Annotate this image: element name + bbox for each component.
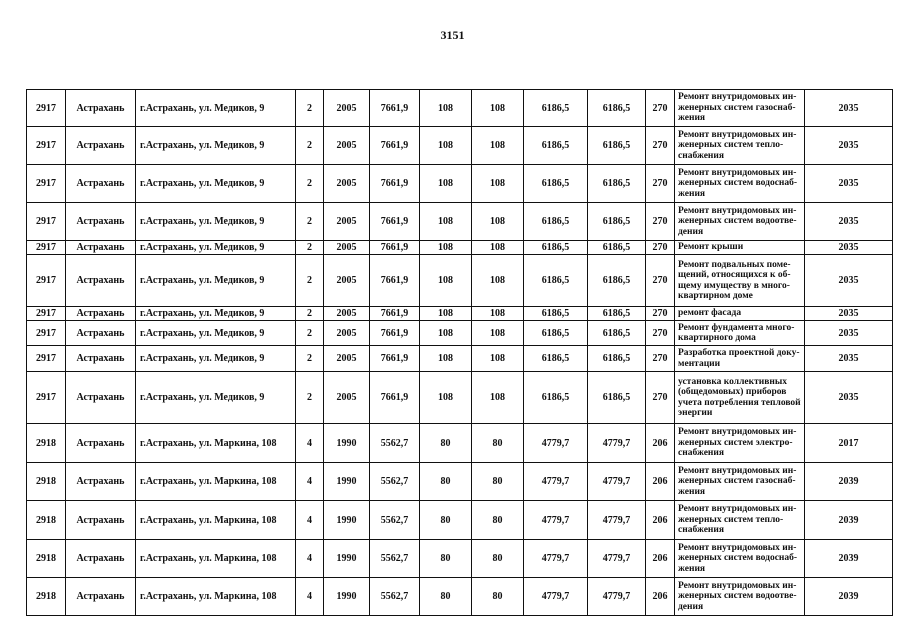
- address-cell: г.Астрахань, ул. Медиков, 9: [136, 321, 296, 346]
- year-built-cell: 2005: [324, 346, 370, 372]
- residents-cell: 270: [646, 307, 675, 321]
- residents-cell: 270: [646, 255, 675, 307]
- area-cell: 6186,5: [588, 346, 646, 372]
- work-type-cell: Ремонт внутридомовых ин-женерных систем водоотве-дения: [675, 203, 805, 241]
- table-row: [27, 372, 893, 424]
- table-row: [27, 540, 893, 578]
- value-cell: 108: [472, 321, 524, 346]
- total-area-cell: 5562,7: [370, 424, 420, 463]
- area-cell: 6186,5: [588, 307, 646, 321]
- value-cell: 108: [420, 255, 472, 307]
- work-type-cell: Ремонт внутридомовых ин-женерных систем тепло-снабжения: [675, 127, 805, 165]
- table-row: [27, 241, 893, 255]
- value-cell: 108: [420, 346, 472, 372]
- area-cell: 4779,7: [588, 424, 646, 463]
- row-id-cell: 2917: [27, 127, 66, 165]
- table-row: [27, 501, 893, 540]
- planned-year-cell: 2017: [805, 424, 893, 463]
- planned-year-cell: 2035: [805, 321, 893, 346]
- work-type-cell: установка коллективных (общедомовых) приборов учета потребления тепловой энергии: [675, 372, 805, 424]
- total-area-cell: 7661,9: [370, 241, 420, 255]
- city-cell: Астрахань: [66, 578, 136, 616]
- planned-year-cell: 2039: [805, 540, 893, 578]
- table-row: [27, 127, 893, 165]
- residents-cell: 270: [646, 90, 675, 127]
- address-cell: г.Астрахань, ул. Медиков, 9: [136, 165, 296, 203]
- row-id-cell: 2917: [27, 241, 66, 255]
- floors-cell: 2: [296, 203, 324, 241]
- floors-cell: 4: [296, 578, 324, 616]
- area-cell: 6186,5: [524, 321, 588, 346]
- city-cell: Астрахань: [66, 346, 136, 372]
- total-area-cell: 5562,7: [370, 463, 420, 501]
- floors-cell: 4: [296, 424, 324, 463]
- table-row: [27, 463, 893, 501]
- row-id-cell: 2917: [27, 372, 66, 424]
- residents-cell: 270: [646, 321, 675, 346]
- value-cell: 108: [472, 241, 524, 255]
- residents-cell: 206: [646, 424, 675, 463]
- planned-year-cell: 2035: [805, 372, 893, 424]
- row-id-cell: 2917: [27, 203, 66, 241]
- floors-cell: 2: [296, 90, 324, 127]
- table-row: [27, 307, 893, 321]
- table-row: [27, 346, 893, 372]
- year-built-cell: 1990: [324, 463, 370, 501]
- repair-program-table: [26, 89, 893, 616]
- floors-cell: 4: [296, 501, 324, 540]
- row-id-cell: 2917: [27, 255, 66, 307]
- city-cell: Астрахань: [66, 90, 136, 127]
- area-cell: 4779,7: [524, 578, 588, 616]
- planned-year-cell: 2035: [805, 165, 893, 203]
- total-area-cell: 7661,9: [370, 372, 420, 424]
- total-area-cell: 7661,9: [370, 307, 420, 321]
- value-cell: 108: [472, 255, 524, 307]
- row-id-cell: 2918: [27, 540, 66, 578]
- work-type-cell: ремонт фасада: [675, 307, 805, 321]
- total-area-cell: 5562,7: [370, 578, 420, 616]
- area-cell: 6186,5: [524, 165, 588, 203]
- value-cell: 108: [420, 241, 472, 255]
- area-cell: 6186,5: [588, 165, 646, 203]
- area-cell: 6186,5: [588, 203, 646, 241]
- address-cell: г.Астрахань, ул. Маркина, 108: [136, 578, 296, 616]
- year-built-cell: 2005: [324, 127, 370, 165]
- year-built-cell: 2005: [324, 90, 370, 127]
- residents-cell: 270: [646, 241, 675, 255]
- city-cell: Астрахань: [66, 241, 136, 255]
- value-cell: 108: [472, 307, 524, 321]
- floors-cell: 4: [296, 463, 324, 501]
- value-cell: 108: [420, 372, 472, 424]
- work-type-cell: Разработка проектной доку-ментации: [675, 346, 805, 372]
- residents-cell: 206: [646, 540, 675, 578]
- value-cell: 108: [420, 203, 472, 241]
- work-type-cell: Ремонт внутридомовых ин-женерных систем тепло-снабжения: [675, 501, 805, 540]
- area-cell: 4779,7: [524, 424, 588, 463]
- planned-year-cell: 2039: [805, 463, 893, 501]
- address-cell: г.Астрахань, ул. Медиков, 9: [136, 372, 296, 424]
- value-cell: 108: [420, 127, 472, 165]
- floors-cell: 2: [296, 346, 324, 372]
- area-cell: 6186,5: [524, 307, 588, 321]
- floors-cell: 2: [296, 372, 324, 424]
- year-built-cell: 2005: [324, 165, 370, 203]
- row-id-cell: 2918: [27, 463, 66, 501]
- floors-cell: 2: [296, 127, 324, 165]
- row-id-cell: 2918: [27, 578, 66, 616]
- work-type-cell: Ремонт крыши: [675, 241, 805, 255]
- planned-year-cell: 2035: [805, 127, 893, 165]
- area-cell: 4779,7: [524, 463, 588, 501]
- city-cell: Астрахань: [66, 255, 136, 307]
- year-built-cell: 1990: [324, 424, 370, 463]
- row-id-cell: 2917: [27, 346, 66, 372]
- table-row: [27, 255, 893, 307]
- total-area-cell: 7661,9: [370, 346, 420, 372]
- area-cell: 6186,5: [524, 346, 588, 372]
- value-cell: 80: [472, 424, 524, 463]
- area-cell: 6186,5: [588, 90, 646, 127]
- city-cell: Астрахань: [66, 307, 136, 321]
- area-cell: 4779,7: [588, 501, 646, 540]
- value-cell: 80: [472, 578, 524, 616]
- planned-year-cell: 2035: [805, 255, 893, 307]
- city-cell: Астрахань: [66, 321, 136, 346]
- area-cell: 6186,5: [524, 372, 588, 424]
- value-cell: 108: [420, 307, 472, 321]
- area-cell: 6186,5: [524, 90, 588, 127]
- area-cell: 6186,5: [588, 255, 646, 307]
- row-id-cell: 2917: [27, 165, 66, 203]
- area-cell: 4779,7: [524, 501, 588, 540]
- total-area-cell: 5562,7: [370, 501, 420, 540]
- total-area-cell: 7661,9: [370, 127, 420, 165]
- planned-year-cell: 2035: [805, 203, 893, 241]
- city-cell: Астрахань: [66, 165, 136, 203]
- residents-cell: 206: [646, 463, 675, 501]
- planned-year-cell: 2039: [805, 578, 893, 616]
- table-row: [27, 578, 893, 616]
- address-cell: г.Астрахань, ул. Медиков, 9: [136, 346, 296, 372]
- value-cell: 108: [420, 165, 472, 203]
- total-area-cell: 7661,9: [370, 90, 420, 127]
- value-cell: 80: [420, 463, 472, 501]
- value-cell: 80: [420, 578, 472, 616]
- planned-year-cell: 2035: [805, 90, 893, 127]
- value-cell: 108: [472, 203, 524, 241]
- city-cell: Астрахань: [66, 424, 136, 463]
- area-cell: 6186,5: [588, 321, 646, 346]
- row-id-cell: 2917: [27, 90, 66, 127]
- city-cell: Астрахань: [66, 463, 136, 501]
- residents-cell: 270: [646, 127, 675, 165]
- area-cell: 6186,5: [524, 241, 588, 255]
- work-type-cell: Ремонт внутридомовых ин-женерных систем водоснаб-жения: [675, 540, 805, 578]
- table-row: [27, 90, 893, 127]
- area-cell: 6186,5: [588, 372, 646, 424]
- residents-cell: 206: [646, 501, 675, 540]
- work-type-cell: Ремонт подвальных поме-щений, относящихся к об-щему имуществу в много-квартирном доме: [675, 255, 805, 307]
- row-id-cell: 2917: [27, 321, 66, 346]
- work-type-cell: Ремонт внутридомовых ин-женерных систем электро-снабжения: [675, 424, 805, 463]
- value-cell: 108: [420, 321, 472, 346]
- year-built-cell: 2005: [324, 203, 370, 241]
- table-row: [27, 321, 893, 346]
- area-cell: 4779,7: [588, 463, 646, 501]
- year-built-cell: 1990: [324, 501, 370, 540]
- floors-cell: 2: [296, 307, 324, 321]
- value-cell: 80: [472, 501, 524, 540]
- value-cell: 80: [472, 463, 524, 501]
- year-built-cell: 1990: [324, 540, 370, 578]
- row-id-cell: 2918: [27, 501, 66, 540]
- residents-cell: 270: [646, 203, 675, 241]
- year-built-cell: 1990: [324, 578, 370, 616]
- value-cell: 80: [420, 540, 472, 578]
- year-built-cell: 2005: [324, 321, 370, 346]
- planned-year-cell: 2035: [805, 346, 893, 372]
- value-cell: 108: [472, 372, 524, 424]
- city-cell: Астрахань: [66, 372, 136, 424]
- total-area-cell: 7661,9: [370, 255, 420, 307]
- floors-cell: 2: [296, 255, 324, 307]
- address-cell: г.Астрахань, ул. Маркина, 108: [136, 540, 296, 578]
- total-area-cell: 7661,9: [370, 165, 420, 203]
- table-row: [27, 203, 893, 241]
- city-cell: Астрахань: [66, 203, 136, 241]
- area-cell: 6186,5: [588, 241, 646, 255]
- work-type-cell: Ремонт фундамента много-квартирного дома: [675, 321, 805, 346]
- residents-cell: 270: [646, 346, 675, 372]
- address-cell: г.Астрахань, ул. Медиков, 9: [136, 127, 296, 165]
- area-cell: 4779,7: [588, 578, 646, 616]
- address-cell: г.Астрахань, ул. Медиков, 9: [136, 307, 296, 321]
- city-cell: Астрахань: [66, 501, 136, 540]
- row-id-cell: 2918: [27, 424, 66, 463]
- value-cell: 108: [472, 90, 524, 127]
- floors-cell: 4: [296, 540, 324, 578]
- city-cell: Астрахань: [66, 540, 136, 578]
- total-area-cell: 7661,9: [370, 203, 420, 241]
- value-cell: 108: [420, 90, 472, 127]
- value-cell: 108: [472, 346, 524, 372]
- value-cell: 108: [472, 127, 524, 165]
- area-cell: 6186,5: [524, 203, 588, 241]
- address-cell: г.Астрахань, ул. Маркина, 108: [136, 463, 296, 501]
- residents-cell: 270: [646, 372, 675, 424]
- address-cell: г.Астрахань, ул. Медиков, 9: [136, 255, 296, 307]
- address-cell: г.Астрахань, ул. Медиков, 9: [136, 241, 296, 255]
- value-cell: 80: [472, 540, 524, 578]
- floors-cell: 2: [296, 165, 324, 203]
- total-area-cell: 7661,9: [370, 321, 420, 346]
- planned-year-cell: 2035: [805, 241, 893, 255]
- floors-cell: 2: [296, 241, 324, 255]
- value-cell: 80: [420, 501, 472, 540]
- table-row: [27, 424, 893, 463]
- year-built-cell: 2005: [324, 307, 370, 321]
- page-number: 3151: [440, 28, 465, 42]
- value-cell: 80: [420, 424, 472, 463]
- area-cell: 6186,5: [524, 127, 588, 165]
- year-built-cell: 2005: [324, 255, 370, 307]
- work-type-cell: Ремонт внутридомовых ин-женерных систем водоотве-дения: [675, 578, 805, 616]
- area-cell: 4779,7: [588, 540, 646, 578]
- residents-cell: 206: [646, 578, 675, 616]
- year-built-cell: 2005: [324, 372, 370, 424]
- table-row: [27, 165, 893, 203]
- work-type-cell: Ремонт внутридомовых ин-женерных систем газоснаб-жения: [675, 463, 805, 501]
- value-cell: 108: [472, 165, 524, 203]
- residents-cell: 270: [646, 165, 675, 203]
- planned-year-cell: 2039: [805, 501, 893, 540]
- work-type-cell: Ремонт внутридомовых ин-женерных систем водоснаб-жения: [675, 165, 805, 203]
- row-id-cell: 2917: [27, 307, 66, 321]
- year-built-cell: 2005: [324, 241, 370, 255]
- table-body: [27, 90, 893, 616]
- work-type-cell: Ремонт внутридомовых ин-женерных систем газоснаб-жения: [675, 90, 805, 127]
- planned-year-cell: 2035: [805, 307, 893, 321]
- address-cell: г.Астрахань, ул. Медиков, 9: [136, 90, 296, 127]
- address-cell: г.Астрахань, ул. Маркина, 108: [136, 424, 296, 463]
- city-cell: Астрахань: [66, 127, 136, 165]
- area-cell: 6186,5: [524, 255, 588, 307]
- total-area-cell: 5562,7: [370, 540, 420, 578]
- address-cell: г.Астрахань, ул. Медиков, 9: [136, 203, 296, 241]
- address-cell: г.Астрахань, ул. Маркина, 108: [136, 501, 296, 540]
- area-cell: 6186,5: [588, 127, 646, 165]
- area-cell: 4779,7: [524, 540, 588, 578]
- floors-cell: 2: [296, 321, 324, 346]
